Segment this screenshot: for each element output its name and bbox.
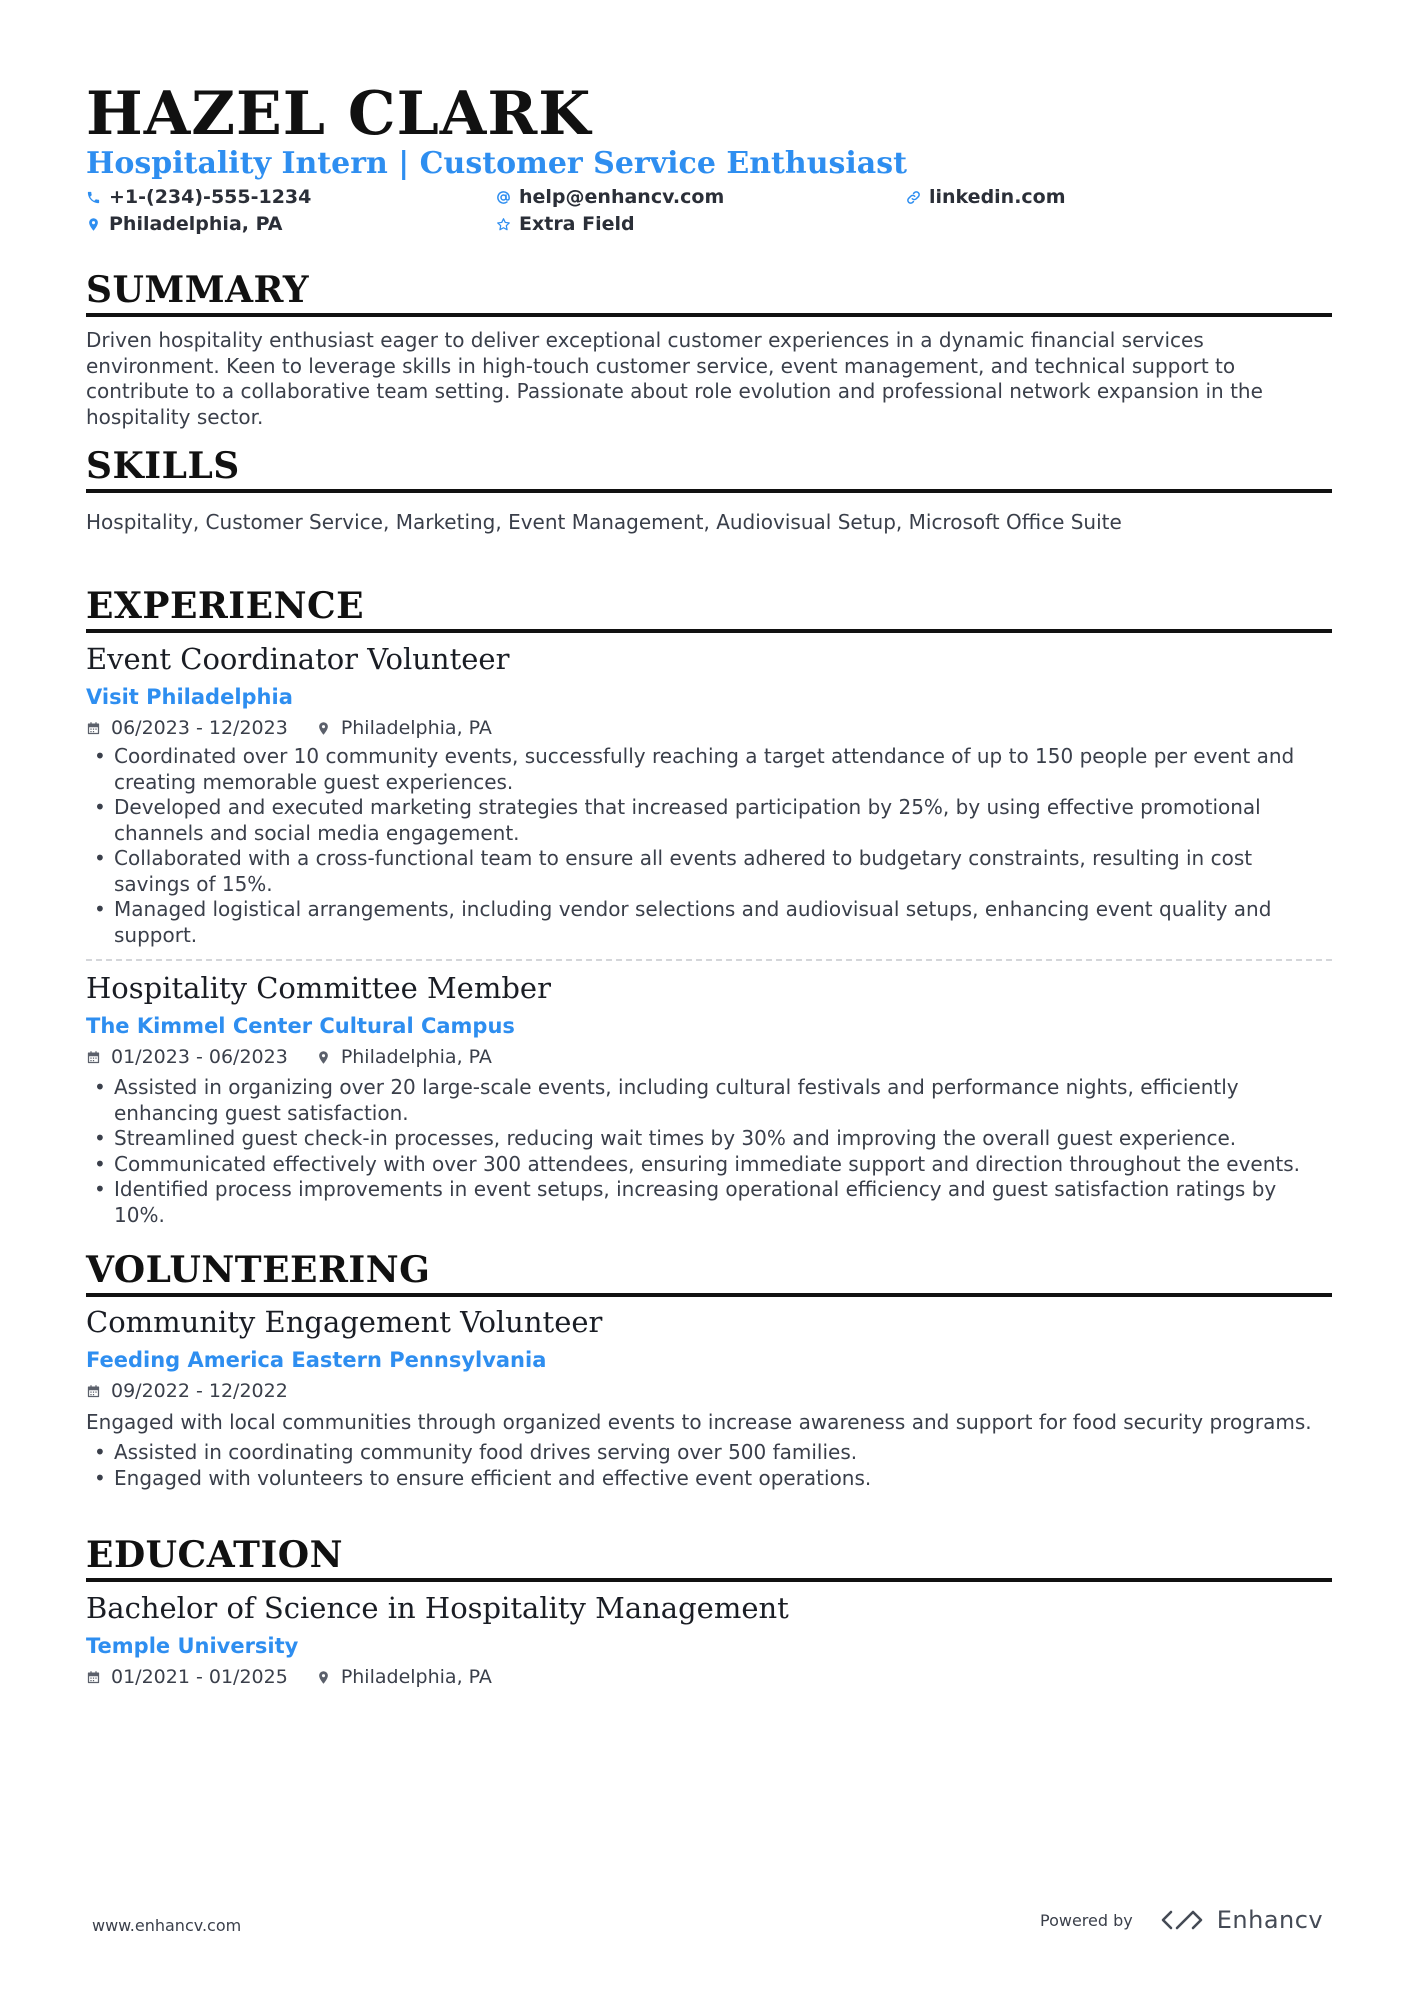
experience-heading: EXPERIENCE [86,583,1332,633]
powered-by-text: Powered by [1040,1910,1133,1930]
calendar-icon [86,721,101,736]
date-range [86,717,288,739]
education-heading: EDUCATION [86,1532,1332,1582]
list-item: • Managed logistical arrangements, including vendor selections and audiovisual setups, enhancing event quality and support. [86,897,1332,948]
list-item: • Communicated effectively with over 300 attendees, ensuring immediate support and direction throughout the events. [86,1152,1332,1178]
contact-phone[interactable] [86,186,311,208]
date-text: 09/2022 - 12/2022 [111,1380,288,1402]
education-school: Temple University [86,1634,299,1658]
experience-role: Hospitality Committee Member [86,971,551,1005]
contact-email[interactable] [496,186,724,208]
date-text: 01/2021 - 01/2025 [111,1666,288,1688]
calendar-icon [86,1050,101,1065]
enhancv-logo-icon [1159,1908,1205,1932]
list-item: • Assisted in organizing over 20 large-scale events, including cultural festivals and performance nights, efficiently enhancing guest satisfaction. [86,1075,1332,1126]
location [316,1666,492,1688]
link-icon [906,190,921,205]
experience-bullets [86,1075,1332,1228]
volunteering-org: Feeding America Eastern Pennsylvania [86,1348,547,1372]
volunteering-bullets [86,1440,1332,1491]
phone-icon [86,190,101,205]
date-range [86,1046,288,1068]
location-text: Philadelphia, PA [109,213,283,235]
footer-website-link[interactable]: www.enhancv.com [92,1916,242,1935]
experience-meta [86,717,520,739]
linkedin-text: linkedin.com [929,186,1066,208]
experience-org: Visit Philadelphia [86,685,293,709]
list-item: • Assisted in coordinating community food drives serving over 500 families. [86,1440,1332,1466]
location-text: Philadelphia, PA [340,1666,492,1688]
brand-name: Enhancv [1216,1906,1324,1934]
summary-heading: SUMMARY [86,267,1332,317]
date-range [86,1380,288,1402]
contact-extra [496,213,635,235]
volunteering-description: Engaged with local communities through organized events to increase awareness and support for food security programs. [86,1410,1312,1434]
map-pin-icon [316,1670,331,1685]
calendar-icon [86,1384,101,1399]
footer-branding[interactable] [1040,1906,1323,1934]
contact-location [86,213,282,235]
date-text: 01/2023 - 06/2023 [111,1046,288,1068]
phone-text: +1-(234)-555-1234 [109,186,312,208]
list-item: • Identified process improvements in event setups, increasing operational efficiency and guest satisfaction ratings by 10%. [86,1177,1332,1228]
entry-divider [86,959,1332,961]
date-range [86,1666,288,1688]
location [316,1046,492,1068]
contact-linkedin[interactable] [906,186,1066,208]
list-item: • Developed and executed marketing strategies that increased participation by 25%, by using effective promotional channels and social media engagement. [86,795,1332,846]
experience-bullets [86,744,1332,948]
candidate-name: HAZEL CLARK [86,79,592,149]
email-text: help@enhancv.com [519,186,725,208]
experience-meta [86,1046,520,1068]
at-icon [496,190,511,205]
skills-text: Hospitality, Customer Service, Marketing, Event Management, Audiovisual Setup, Microsoft Office Suite [86,510,1122,534]
volunteering-heading: VOLUNTEERING [86,1247,1332,1297]
star-icon [496,217,511,232]
skills-heading: SKILLS [86,443,1332,493]
volunteering-role: Community Engagement Volunteer [86,1305,603,1339]
education-degree: Bachelor of Science in Hospitality Management [86,1591,789,1625]
list-item: • Collaborated with a cross-functional team to ensure all events adhered to budgetary constraints, resulting in cost savings of 15%. [86,846,1332,897]
map-pin-icon [86,217,101,232]
calendar-icon [86,1670,101,1685]
location-text: Philadelphia, PA [340,1046,492,1068]
experience-org: The Kimmel Center Cultural Campus [86,1014,515,1038]
map-pin-icon [316,721,331,736]
list-item: • Streamlined guest check-in processes, reducing wait times by 30% and improving the overall guest experience. [86,1126,1332,1152]
candidate-headline: Hospitality Intern | Customer Service Enthusiast [86,146,907,181]
location-text: Philadelphia, PA [340,717,492,739]
summary-text: Driven hospitality enthusiast eager to deliver exceptional customer experiences in a dynamic financial services environment. Keen to leverage skills in high-touch customer service, event management, and technical support to contribute to a collaborative team setting. Passionate about role evolution and professional network expansion in the hospitality sector. [86,328,1263,429]
list-item: • Engaged with volunteers to ensure efficient and effective event operations. [86,1466,1332,1492]
date-text: 06/2023 - 12/2023 [111,717,288,739]
volunteering-meta [86,1380,316,1402]
map-pin-icon [316,1050,331,1065]
education-meta [86,1666,520,1688]
extra-field-text: Extra Field [519,213,635,235]
experience-role: Event Coordinator Volunteer [86,642,510,676]
list-item: • Coordinated over 10 community events, successfully reaching a target attendance of up to 150 people per event and creating memorable guest experiences. [86,744,1332,795]
location [316,717,492,739]
